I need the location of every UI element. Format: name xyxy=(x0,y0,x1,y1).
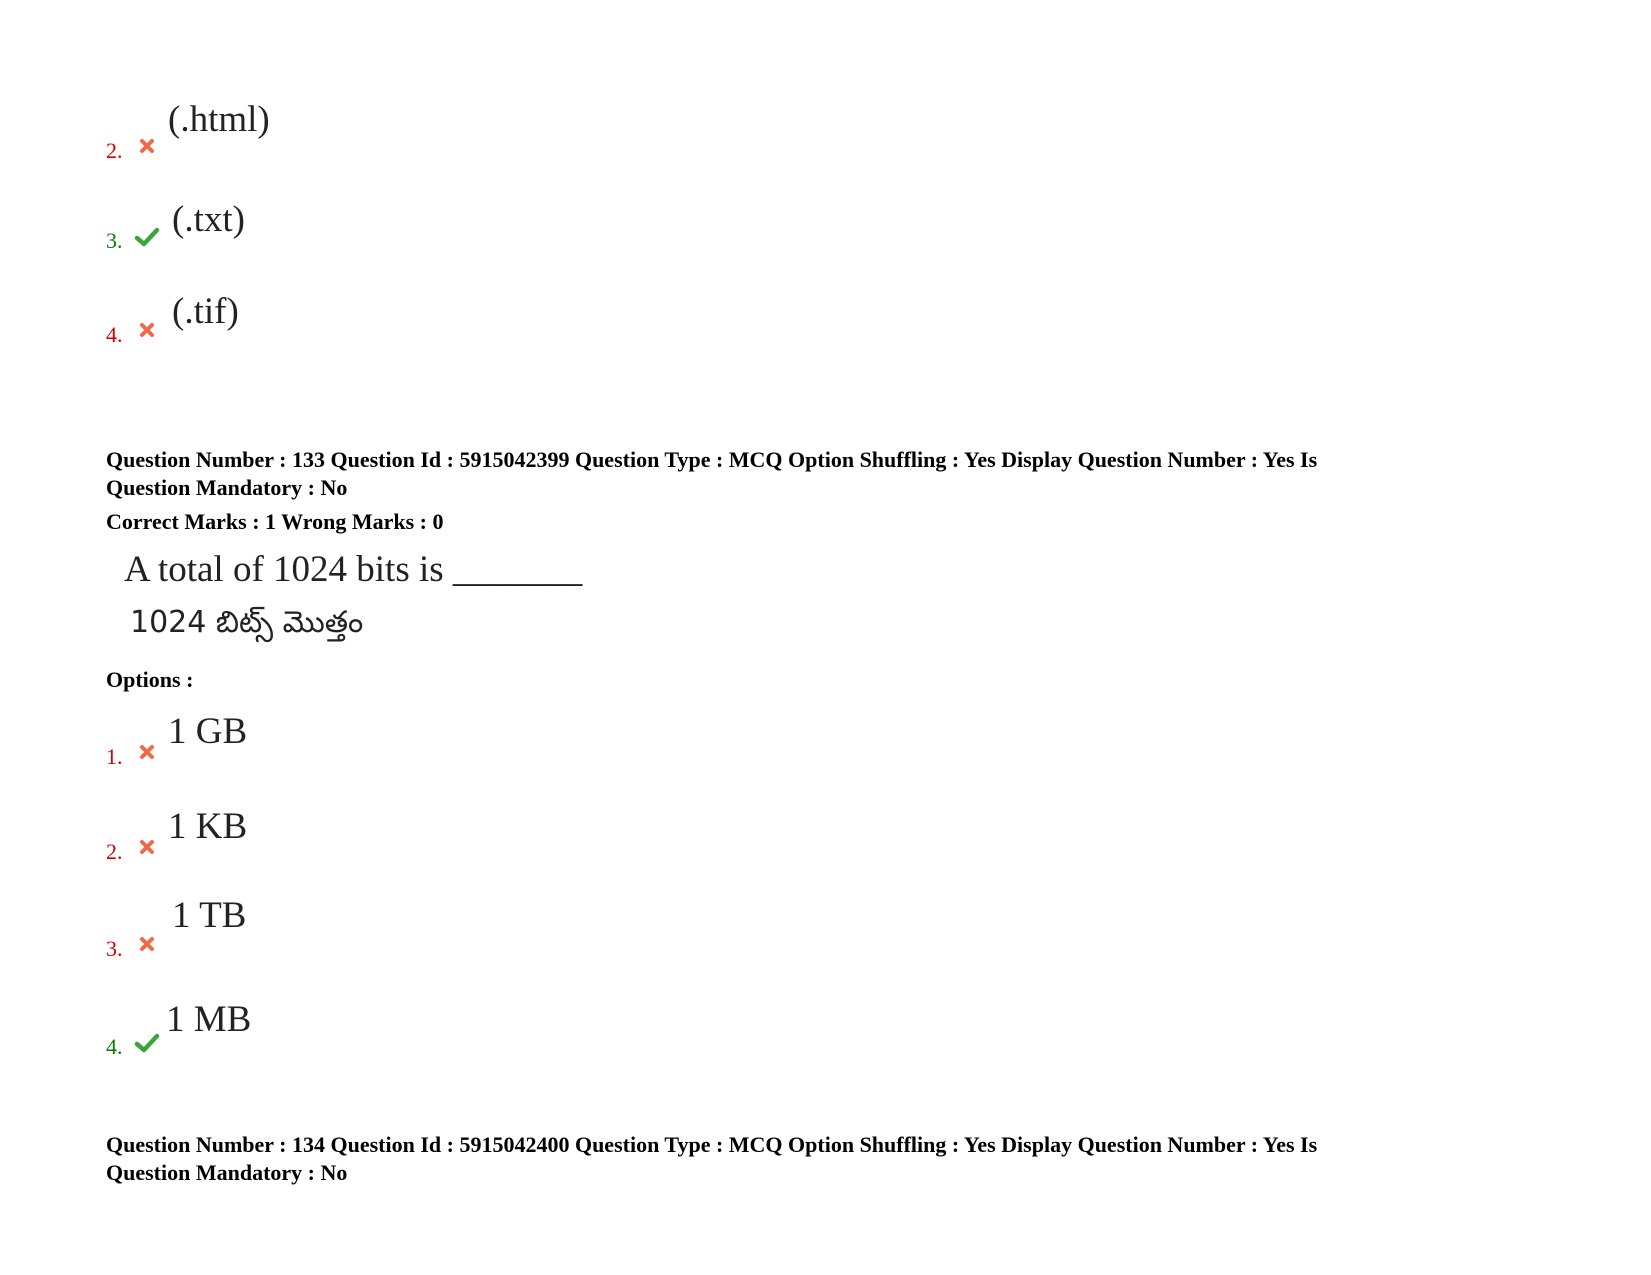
option-number: 1. xyxy=(106,744,123,769)
cross-icon xyxy=(134,934,160,956)
option-item xyxy=(106,1000,706,1060)
option-number: 3. xyxy=(106,936,123,961)
option-text: (.tif) xyxy=(172,291,239,332)
option-number: 3. xyxy=(106,228,123,253)
option-number: 2. xyxy=(106,839,123,864)
cross-icon xyxy=(134,136,160,158)
question-meta-line: Question Number : 133 Question Id : 5915042399 Question Type : MCQ Option Shuffling : Yes Display Question Number : Yes Is xyxy=(106,447,1318,472)
option-text: (.html) xyxy=(168,99,270,140)
cross-icon xyxy=(134,320,160,342)
option-text: 1 GB xyxy=(168,711,248,752)
question-marks: Correct Marks : 1 Wrong Marks : 0 xyxy=(106,509,444,534)
option-item xyxy=(106,807,706,867)
check-icon xyxy=(134,226,160,248)
question-meta xyxy=(106,446,1546,502)
question-meta-line: Question Mandatory : No xyxy=(106,1160,348,1185)
option-item xyxy=(106,99,706,163)
option-number: 2. xyxy=(106,138,123,163)
question-meta-line: Question Mandatory : No xyxy=(106,475,348,500)
question-text-telugu: 1024 బిట్స్ మొత్తం xyxy=(130,605,364,640)
option-text: 1 MB xyxy=(166,999,252,1040)
option-text: (.txt) xyxy=(172,199,245,240)
option-text: 1 TB xyxy=(172,895,247,936)
option-item xyxy=(106,292,706,352)
cross-icon xyxy=(134,742,160,764)
option-text: 1 KB xyxy=(168,806,248,847)
option-number: 4. xyxy=(106,322,123,347)
option-number: 4. xyxy=(106,1034,123,1059)
question-meta-line: Question Number : 134 Question Id : 5915042400 Question Type : MCQ Option Shuffling : Yes Display Question Number : Yes Is xyxy=(106,1132,1318,1157)
question-text-english: A total of 1024 bits is _______ xyxy=(124,549,583,590)
option-item xyxy=(106,200,706,260)
cross-icon xyxy=(134,837,160,859)
check-icon xyxy=(134,1032,160,1054)
question-meta xyxy=(106,1131,1546,1187)
option-item xyxy=(106,895,706,961)
option-item xyxy=(106,712,706,772)
options-label: Options : xyxy=(106,667,194,692)
